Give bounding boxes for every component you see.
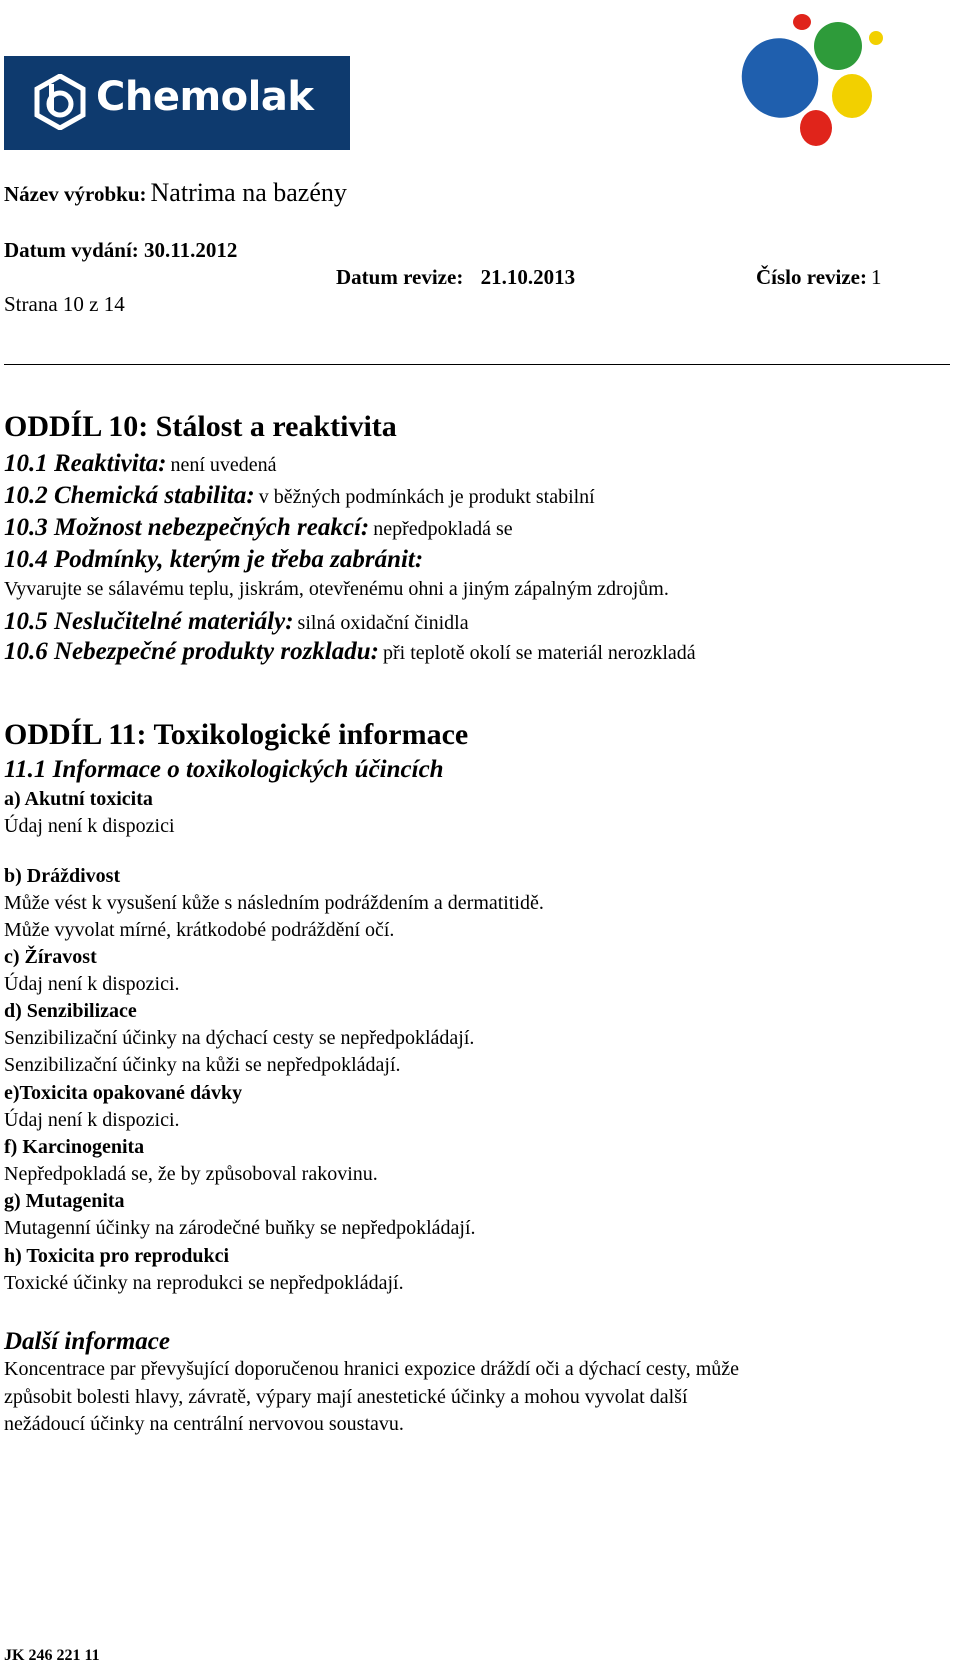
product-label: Název výrobku:	[4, 182, 147, 206]
revision-number-value: 1	[871, 265, 882, 289]
item-10-3	[4, 514, 513, 542]
item-label: 10.2 Chemická stabilita:	[4, 482, 255, 509]
item-10-5	[4, 608, 469, 636]
item-label: 10.3 Možnost nebezpečných reakcí:	[4, 514, 370, 541]
sensitization-text-1: Senzibilizační účinky na dýchací cesty se nepředpokládají.	[4, 1027, 475, 1049]
corrosivity-heading: c) Žíravost	[4, 946, 97, 968]
item-10-1	[4, 450, 277, 478]
irritation-text-1: Může vést k vysušení kůže s následním podráždením a dermatitidě.	[4, 892, 544, 914]
section-11-title: ODDÍL 11: Toxikologické informace	[4, 718, 469, 751]
item-value: při teplotě okolí se materiál nerozkladá	[382, 642, 696, 664]
revision-date-line	[336, 265, 575, 290]
item-10-4-text: Vyvarujte se sálavému teplu, jiskrám, otevřenému ohni a jiným zápalným zdrojům.	[4, 578, 669, 600]
decorative-color-blobs-icon	[740, 8, 890, 158]
other-info-line-2: způsobit bolesti hlavy, závratě, výpary mají anestetické účinky a mohou vyvolat další	[4, 1386, 688, 1408]
footer-code: JK 246 221 11	[4, 1647, 100, 1664]
repeated-dose-text: Údaj není k dispozici.	[4, 1109, 180, 1131]
acute-toxicity-heading: a) Akutní toxicita	[4, 788, 153, 810]
item-label: 10.4 Podmínky, kterým je třeba zabránit:	[4, 546, 424, 573]
item-10-2	[4, 482, 595, 510]
other-info-line-1: Koncentrace par převyšující doporučenou hranici expozice dráždí oči a dýchací cesty, může	[4, 1358, 740, 1380]
other-info-line-3: nežádoucí účinky na centrální nervovou soustavu.	[4, 1413, 404, 1435]
item-10-4	[4, 546, 423, 574]
issue-date: Datum vydání: 30.11.2012	[4, 238, 238, 262]
item-value: silná oxidační činidla	[297, 612, 469, 634]
item-label: 10.1 Reaktivita:	[4, 450, 167, 477]
carcinogenicity-heading: f) Karcinogenita	[4, 1136, 145, 1158]
irritation-heading: b) Dráždivost	[4, 865, 121, 887]
item-value: není uvedená	[170, 454, 277, 476]
brand-name: Chemolak	[96, 74, 314, 120]
sensitization-heading: d) Senzibilizace	[4, 1000, 137, 1022]
reproductive-toxicity-heading: h) Toxicita pro reprodukci	[4, 1245, 230, 1267]
item-label: 10.5 Neslučitelné materiály:	[4, 608, 294, 635]
product-name: Natrima na bazény	[150, 178, 347, 207]
header-divider	[4, 364, 950, 365]
item-label: 10.6 Nebezpečné produkty rozkladu:	[4, 638, 379, 665]
other-info-heading: Další informace	[4, 1328, 170, 1355]
item-10-6	[4, 638, 696, 666]
revision-date-label: Datum revize:	[336, 265, 464, 289]
revision-number-line	[756, 265, 882, 290]
carcinogenicity-text: Nepředpokladá se, že by způsoboval rakovinu.	[4, 1163, 378, 1185]
mutagenicity-text: Mutagenní účinky na zárodečné buňky se nepředpokládají.	[4, 1217, 476, 1239]
revision-number-label: Číslo revize:	[756, 265, 867, 289]
acute-toxicity-text: Údaj není k dispozici	[4, 815, 175, 837]
item-value: nepředpokladá se	[373, 518, 513, 540]
section-10-title: ODDÍL 10: Stálost a reaktivita	[4, 410, 397, 443]
sensitization-text-2: Senzibilizační účinky na kůži se nepředpokládají.	[4, 1054, 401, 1076]
company-logo	[4, 56, 350, 150]
revision-date-value: 21.10.2013	[480, 265, 576, 289]
item-value: v běžných podmínkách je produkt stabilní	[258, 486, 595, 508]
chemolak-emblem-icon	[34, 74, 86, 130]
page-number: Strana 10 z 14	[4, 292, 125, 316]
product-name-line	[4, 178, 347, 208]
irritation-text-2: Může vyvolat mírné, krátkodobé podráždění očí.	[4, 919, 395, 941]
repeated-dose-heading: e)Toxicita opakované dávky	[4, 1082, 243, 1104]
reproductive-toxicity-text: Toxické účinky na reprodukci se nepředpokládají.	[4, 1272, 404, 1294]
mutagenicity-heading: g) Mutagenita	[4, 1190, 125, 1212]
section-11-subtitle: 11.1 Informace o toxikologických účincích	[4, 756, 444, 783]
corrosivity-text: Údaj není k dispozici.	[4, 973, 180, 995]
